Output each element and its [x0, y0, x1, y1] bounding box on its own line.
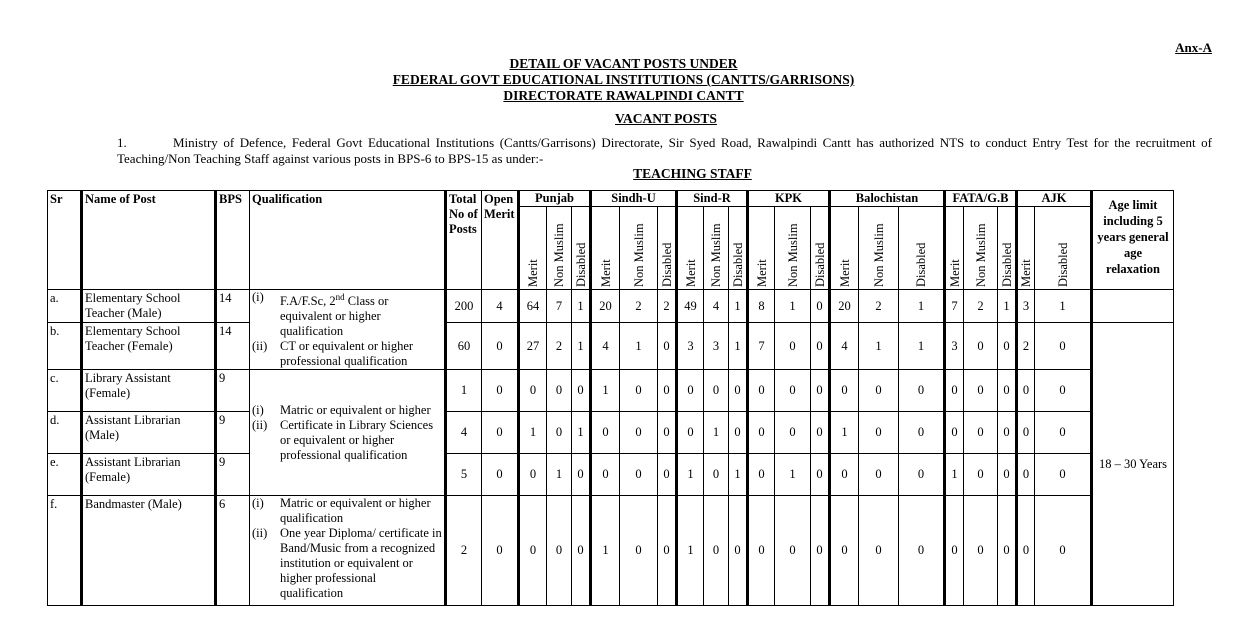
row-open-merit: 0 — [482, 496, 519, 606]
intro-number: 1. — [117, 135, 127, 150]
subheader-label: Disabled — [1055, 242, 1070, 287]
row-quota-value: 4 — [591, 323, 620, 370]
subheader-label: Disabled — [573, 242, 588, 287]
row-quota-value: 0 — [964, 323, 998, 370]
row-quota-value: 0 — [658, 412, 677, 454]
row-quota-value: 0 — [658, 370, 677, 412]
subheader-non-muslim — [964, 207, 998, 290]
col-bps: BPS — [216, 191, 250, 290]
row-quota-value: 0 — [677, 412, 704, 454]
row-quota-value: 1 — [729, 454, 748, 496]
row-quota-value: 0 — [1017, 454, 1035, 496]
subheader-disabled — [899, 207, 945, 290]
row-quota-value: 0 — [1035, 454, 1092, 496]
row-quota-value: 0 — [1017, 412, 1035, 454]
row-quota-value: 0 — [1017, 370, 1035, 412]
row-quota-value: 2 — [620, 290, 658, 323]
row-quota-value: 1 — [620, 323, 658, 370]
row-total-posts: 60 — [446, 323, 482, 370]
row-quota-value: 64 — [519, 290, 547, 323]
row-quota-value: 1 — [704, 412, 729, 454]
row-quota-value: 0 — [547, 412, 572, 454]
row-quota-value: 0 — [704, 454, 729, 496]
subheader-non-muslim — [704, 207, 729, 290]
table-row — [48, 496, 1174, 606]
table-row — [48, 412, 1174, 454]
subheader-label: Merit — [754, 259, 769, 287]
qualification-cell — [250, 496, 446, 606]
row-quota-value: 0 — [729, 412, 748, 454]
qualification-item — [252, 290, 442, 339]
qualification-item — [252, 496, 442, 526]
row-open-merit: 0 — [482, 412, 519, 454]
row-quota-value: 0 — [964, 454, 998, 496]
row-quota-value: 0 — [658, 454, 677, 496]
group-kpk: KPK — [748, 191, 830, 207]
row-quota-value: 1 — [572, 412, 591, 454]
row-quota-value: 0 — [1035, 496, 1092, 606]
row-quota-value: 1 — [998, 290, 1017, 323]
row-quota-value: 0 — [519, 496, 547, 606]
row-quota-value: 0 — [620, 496, 658, 606]
table-row — [48, 370, 1174, 412]
row-quota-value: 0 — [572, 454, 591, 496]
row-quota-value: 1 — [775, 454, 811, 496]
row-quota-value: 0 — [964, 496, 998, 606]
row-bps: 9 — [216, 454, 250, 496]
subheader-label: Merit — [598, 259, 613, 287]
row-quota-value: 0 — [704, 370, 729, 412]
qualification-number: (ii) — [252, 526, 268, 541]
row-quota-value: 1 — [899, 290, 945, 323]
row-quota-value: 1 — [830, 412, 859, 454]
group-balochistan: Balochistan — [830, 191, 945, 207]
col-name: Name of Post — [82, 191, 216, 290]
row-quota-value: 0 — [859, 370, 899, 412]
row-quota-value: 4 — [830, 323, 859, 370]
intro-paragraph — [117, 135, 1212, 167]
row-quota-value: 0 — [899, 454, 945, 496]
row-quota-value: 8 — [748, 290, 775, 323]
row-quota-value: 0 — [1035, 370, 1092, 412]
row-open-merit: 4 — [482, 290, 519, 323]
header-line-3: DIRECTORATE RAWALPINDI CANTT — [503, 88, 744, 103]
row-total-posts: 5 — [446, 454, 482, 496]
row-sr: e. — [48, 454, 82, 496]
row-quota-value: 0 — [830, 496, 859, 606]
subheader-label: Disabled — [730, 242, 745, 287]
subheader-merit — [677, 207, 704, 290]
subheader-label: Non Muslim — [631, 223, 646, 287]
row-quota-value: 1 — [677, 454, 704, 496]
row-quota-value: 0 — [830, 454, 859, 496]
row-quota-value: 7 — [547, 290, 572, 323]
row-post-name: Elementary School Teacher (Female) — [82, 323, 216, 370]
row-sr: c. — [48, 370, 82, 412]
table-row — [48, 290, 1174, 323]
row-quota-value: 0 — [620, 454, 658, 496]
row-quota-value: 0 — [899, 496, 945, 606]
row-sr: d. — [48, 412, 82, 454]
row-quota-value: 0 — [811, 370, 830, 412]
row-quota-value: 0 — [811, 496, 830, 606]
subheader-disabled — [658, 207, 677, 290]
row-sr: f. — [48, 496, 82, 606]
row-total-posts: 200 — [446, 290, 482, 323]
row-total-posts: 2 — [446, 496, 482, 606]
table-row — [48, 323, 1174, 370]
row-quota-value: 0 — [945, 412, 964, 454]
subheader-merit — [830, 207, 859, 290]
header-line-2: FEDERAL GOVT EDUCATIONAL INSTITUTIONS (CANTTS/GARRISONS) — [392, 72, 855, 87]
row-quota-value: 1 — [859, 323, 899, 370]
row-quota-value: 0 — [547, 370, 572, 412]
row-open-merit: 0 — [482, 323, 519, 370]
row-quota-value: 0 — [945, 370, 964, 412]
row-quota-value: 0 — [998, 454, 1017, 496]
row-quota-value: 0 — [945, 496, 964, 606]
subheader-merit — [591, 207, 620, 290]
subheader-non-muslim — [547, 207, 572, 290]
row-quota-value: 0 — [998, 323, 1017, 370]
row-quota-value: 2 — [1017, 323, 1035, 370]
row-quota-value: 1 — [1035, 290, 1092, 323]
subheader-disabled — [572, 207, 591, 290]
row-quota-value: 0 — [1035, 412, 1092, 454]
row-quota-value: 0 — [658, 323, 677, 370]
row-quota-value: 1 — [572, 290, 591, 323]
row-sr: a. — [48, 290, 82, 323]
qualification-item — [252, 418, 442, 463]
row-quota-value: 0 — [775, 496, 811, 606]
row-quota-value: 3 — [704, 323, 729, 370]
qualification-text: CT or equivalent or higher professional qualification — [280, 339, 414, 369]
row-post-name: Assistant Librarian (Male) — [82, 412, 216, 454]
row-quota-value: 0 — [748, 496, 775, 606]
row-quota-value: 0 — [658, 496, 677, 606]
age-limit-value: 18 – 30 Years — [1092, 323, 1174, 606]
row-quota-value: 3 — [945, 323, 964, 370]
row-quota-value: 0 — [859, 412, 899, 454]
row-quota-value: 0 — [620, 370, 658, 412]
subheader-label: Disabled — [914, 242, 928, 287]
row-quota-value: 0 — [998, 370, 1017, 412]
qualification-text: Matric or equivalent or higher qualification — [280, 496, 431, 526]
row-bps: 14 — [216, 323, 250, 370]
row-quota-value: 1 — [945, 454, 964, 496]
row-quota-value: 20 — [591, 290, 620, 323]
subheader-non-muslim — [775, 207, 811, 290]
qualification-number: (i) — [252, 290, 264, 304]
subheader-label: Non Muslim — [785, 223, 800, 287]
group-fata-gb: FATA/G.B — [945, 191, 1017, 207]
subheader-non-muslim — [620, 207, 658, 290]
qualification-text: Matric or equivalent or higher — [280, 402, 431, 417]
row-post-name: Library Assistant (Female) — [82, 370, 216, 412]
row-quota-value: 27 — [519, 323, 547, 370]
subheader-label: Merit — [947, 259, 962, 287]
subheader-disabled — [811, 207, 830, 290]
row-quota-value: 1 — [572, 323, 591, 370]
row-quota-value: 2 — [859, 290, 899, 323]
subheader-merit — [945, 207, 964, 290]
row-quota-value: 0 — [519, 370, 547, 412]
row-quota-value: 0 — [775, 412, 811, 454]
subheader-label: Merit — [526, 259, 540, 287]
row-quota-value: 0 — [811, 412, 830, 454]
header-line-1: DETAIL OF VACANT POSTS UNDER — [509, 56, 738, 71]
subheader-label: Merit — [1019, 259, 1033, 287]
row-quota-value: 0 — [859, 496, 899, 606]
qualification-cell — [250, 370, 446, 496]
row-post-name: Assistant Librarian (Female) — [82, 454, 216, 496]
table-row — [48, 454, 1174, 496]
qualification-number: (ii) — [252, 417, 268, 432]
col-qualification: Qualification — [250, 191, 446, 290]
group-sindh-u: Sindh-U — [591, 191, 677, 207]
row-quota-value: 0 — [519, 454, 547, 496]
qualification-cell — [250, 290, 446, 370]
row-quota-value: 1 — [729, 323, 748, 370]
group-ajk: AJK — [1017, 191, 1092, 207]
row-quota-value: 4 — [704, 290, 729, 323]
subheader-merit — [519, 207, 547, 290]
row-quota-value: 1 — [775, 290, 811, 323]
row-quota-value: 2 — [964, 290, 998, 323]
subheader-label: Disabled — [659, 242, 674, 287]
subheader-label: Non Muslim — [709, 223, 723, 287]
row-quota-value: 0 — [748, 454, 775, 496]
row-bps: 9 — [216, 412, 250, 454]
row-quota-value: 7 — [748, 323, 775, 370]
annex-label: Anx-A — [1175, 40, 1212, 55]
subheader-label: Non Muslim — [871, 223, 886, 287]
row-quota-value: 0 — [729, 370, 748, 412]
col-open: Open Merit — [482, 191, 519, 290]
row-quota-value: 0 — [830, 370, 859, 412]
qualification-text: Certificate in Library Sciences or equivalent or higher professional qualification — [280, 417, 434, 462]
subheader-label: Merit — [837, 259, 852, 287]
subheader-label: Disabled — [999, 242, 1014, 287]
row-quota-value: 0 — [620, 412, 658, 454]
subheader-label: Disabled — [812, 242, 827, 287]
row-quota-value: 0 — [572, 496, 591, 606]
subheader-merit — [1017, 207, 1035, 290]
row-sr: b. — [48, 323, 82, 370]
row-quota-value: 1 — [591, 370, 620, 412]
row-quota-value: 0 — [729, 496, 748, 606]
col-total: Total No of Posts — [446, 191, 482, 290]
row-bps: 9 — [216, 370, 250, 412]
row-total-posts: 4 — [446, 412, 482, 454]
row-quota-value: 0 — [572, 370, 591, 412]
row-quota-value: 1 — [547, 454, 572, 496]
row-quota-value: 3 — [677, 323, 704, 370]
section-title: TEACHING STAFF — [633, 166, 752, 181]
row-quota-value: 0 — [775, 323, 811, 370]
row-quota-value: 49 — [677, 290, 704, 323]
row-quota-value: 0 — [811, 454, 830, 496]
subheader-disabled — [729, 207, 748, 290]
row-quota-value: 0 — [859, 454, 899, 496]
row-quota-value: 0 — [775, 370, 811, 412]
row-quota-value: 3 — [1017, 290, 1035, 323]
row-quota-value: 1 — [677, 496, 704, 606]
row-total-posts: 1 — [446, 370, 482, 412]
row-quota-value: 0 — [1017, 496, 1035, 606]
qualification-item — [252, 526, 442, 601]
row-bps: 6 — [216, 496, 250, 606]
subheader-disabled — [998, 207, 1017, 290]
row-quota-value: 0 — [998, 496, 1017, 606]
row-quota-value: 0 — [591, 412, 620, 454]
row-quota-value: 1 — [899, 323, 945, 370]
row-quota-value: 2 — [547, 323, 572, 370]
qualification-text: F.A/F.Sc, 2nd Class or equivalent or higher qualification — [280, 292, 389, 339]
subheader-label: Non Muslim — [552, 223, 566, 287]
subheader-label: Non Muslim — [973, 223, 988, 287]
row-quota-value: 0 — [998, 412, 1017, 454]
row-quota-value: 20 — [830, 290, 859, 323]
row-quota-value: 0 — [1035, 323, 1092, 370]
subheader-non-muslim — [859, 207, 899, 290]
row-quota-value: 0 — [964, 370, 998, 412]
row-quota-value: 0 — [748, 412, 775, 454]
row-quota-value: 0 — [811, 290, 830, 323]
row-quota-value: 0 — [677, 370, 704, 412]
subheader-merit — [748, 207, 775, 290]
subheader-disabled — [1035, 207, 1092, 290]
subheader-label: Merit — [683, 259, 698, 287]
row-quota-value: 1 — [591, 496, 620, 606]
row-quota-value: 7 — [945, 290, 964, 323]
col-age-limit: Age limit including 5 years general age relaxation — [1092, 191, 1174, 290]
vacancy-table — [47, 190, 1174, 606]
group-sind-r: Sind-R — [677, 191, 748, 207]
row-post-name: Bandmaster (Male) — [82, 496, 216, 606]
col-sr: Sr — [48, 191, 82, 290]
row-quota-value: 0 — [748, 370, 775, 412]
qualification-item — [252, 403, 442, 418]
qualification-text: One year Diploma/ certificate in Band/Music from a recognized institution or equivalent or higher professional qualification — [280, 526, 442, 601]
row-quota-value: 2 — [658, 290, 677, 323]
row-post-name: Elementary School Teacher (Male) — [82, 290, 216, 323]
row-quota-value: 0 — [591, 454, 620, 496]
group-punjab: Punjab — [519, 191, 591, 207]
row-bps: 14 — [216, 290, 250, 323]
row-quota-value: 0 — [547, 496, 572, 606]
row-quota-value: 0 — [899, 370, 945, 412]
row-quota-value: 0 — [899, 412, 945, 454]
row-quota-value: 1 — [729, 290, 748, 323]
age-empty-cell — [1092, 290, 1174, 323]
row-quota-value: 0 — [704, 496, 729, 606]
row-quota-value: 0 — [811, 323, 830, 370]
row-open-merit: 0 — [482, 370, 519, 412]
qualification-number: (ii) — [252, 339, 268, 354]
intro-text: Ministry of Defence, Federal Govt Educational Institutions (Cantts/Garrisons) Directorate, Sir Syed Road, Rawalpindi Cantt has authorized NTS to conduct Entry Test for the recruitment of Teaching/Non Teaching Staff against various posts in BPS-6 to BPS-15 as under:- — [117, 135, 1212, 166]
qualification-item — [252, 339, 442, 369]
row-open-merit: 0 — [482, 454, 519, 496]
qualification-number: (i) — [252, 402, 264, 417]
qualification-number: (i) — [252, 496, 264, 511]
vacant-posts-title: VACANT POSTS — [615, 111, 717, 126]
row-quota-value: 0 — [964, 412, 998, 454]
row-quota-value: 1 — [519, 412, 547, 454]
